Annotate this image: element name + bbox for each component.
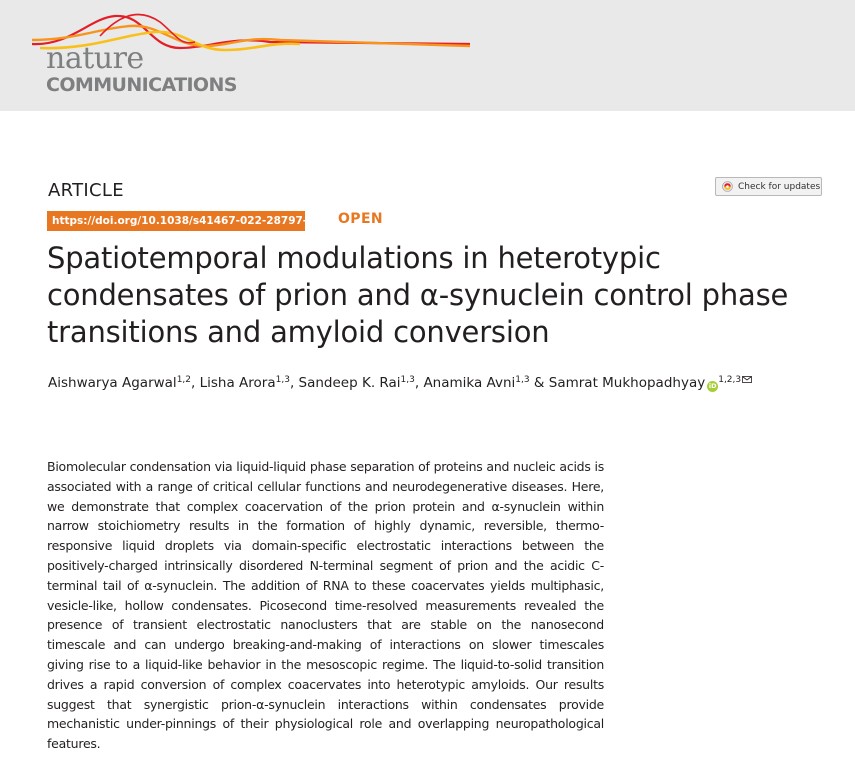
author-name[interactable]: Samrat Mukhopadhyay bbox=[548, 375, 706, 391]
author-separator: , bbox=[289, 375, 299, 391]
author-separator: , bbox=[414, 375, 424, 391]
open-access-label: OPEN bbox=[338, 211, 384, 227]
logo-nature-text: nature bbox=[46, 41, 144, 76]
article-type-label: ARTICLE bbox=[48, 180, 124, 201]
author-name[interactable]: Aishwarya Agarwal bbox=[48, 375, 177, 391]
check-updates-icon bbox=[722, 181, 733, 192]
author-affiliation: 1,3 bbox=[515, 375, 530, 385]
check-updates-label: Check for updates bbox=[738, 181, 821, 192]
author-affiliation: 1,2 bbox=[176, 375, 192, 385]
check-for-updates-button[interactable] bbox=[715, 177, 822, 196]
author-separator: & bbox=[529, 375, 549, 391]
journal-masthead bbox=[0, 0, 855, 111]
author-affiliation: 1,3 bbox=[400, 375, 415, 385]
author-name[interactable]: Lisha Arora bbox=[199, 375, 276, 391]
author-affiliation: 1,2,3 bbox=[718, 375, 742, 385]
abstract-text: Biomolecular condensation via liquid-liquid phase separation of proteins and nucleic acids is associated with a range of critical cellular functions and neurodegenerative diseases. Here, we demonstrate that complex coacervation of the prion protein and α-synuclein within narrow stoichiometry results in the formation of highly dynamic, reversible, thermo-responsive liquid droplets via domain-specific electrostatic interactions between the positively-charged intrinsically disordered N-terminal segment of prion and the acidic C-terminal tail of α-synuclein. The addition of RNA to these coacervates yields multiphasic, vesicle-like, hollow condensates. Picosecond time-resolved measurements revealed the presence of transient electrostatic nanoclusters that are stable on the nanosecond timescale and can undergo breaking-and-making of interactions on slower timescales giving rise to a liquid-like behavior in the mesoscopic regime. The liquid-to-solid transition drives a rapid conversion of complex coacervates into heterotypic amyloids. Our results suggest that synergistic prion-α-synuclein interactions within condensates provide mechanistic under-pinnings of their physiological role and overlapping neuropathological features. bbox=[47, 459, 604, 752]
author-list bbox=[48, 375, 848, 392]
email-icon[interactable] bbox=[742, 376, 752, 383]
orcid-icon[interactable]: iD bbox=[708, 382, 717, 390]
author-affiliation: 1,3 bbox=[275, 375, 290, 385]
author-name[interactable]: Sandeep K. Rai bbox=[298, 375, 401, 391]
doi-link[interactable]: https://doi.org/10.1038/s41467-022-28797-5 bbox=[47, 211, 305, 231]
author-name[interactable]: Anamika Avni bbox=[423, 375, 516, 391]
author-separator: , bbox=[191, 375, 200, 391]
logo-communications-text: COMMUNICATIONS bbox=[46, 74, 237, 96]
article-title: Spatiotemporal modulations in heterotypic condensates of prion and α-synuclein control phase transitions and amyloid conversion bbox=[47, 241, 789, 349]
